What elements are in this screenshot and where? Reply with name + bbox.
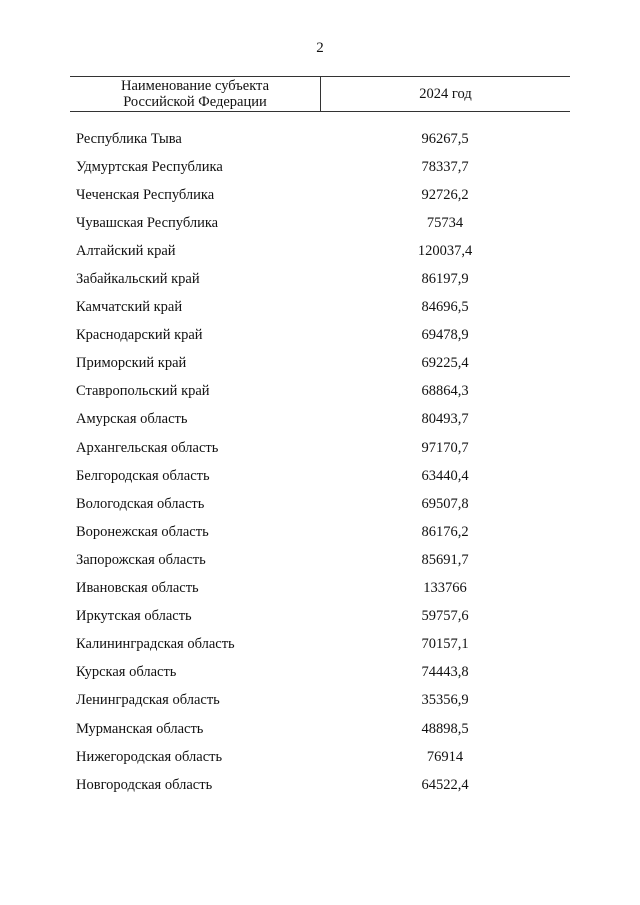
region-name-cell: Краснодарский край: [76, 327, 203, 344]
table-row: [76, 771, 570, 799]
value-2024-cell: 86176,2: [421, 523, 469, 540]
value-2024-cell: 80493,7: [421, 411, 469, 428]
value-2024-cell: 78337,7: [421, 158, 469, 175]
value-2024-cell: 70157,1: [421, 636, 469, 653]
region-name-cell: Архангельская область: [76, 439, 219, 456]
value-2024-cell: 75734: [426, 214, 464, 231]
value-2024-cell: 96267,5: [421, 130, 469, 147]
table-row: [76, 462, 570, 490]
region-name-cell: Удмуртская Республика: [76, 158, 223, 175]
table-row: [76, 322, 570, 350]
table-row: [76, 406, 570, 434]
table-row: [76, 659, 570, 687]
region-name-cell: Воронежская область: [76, 523, 209, 540]
region-name-cell: Ивановская область: [76, 580, 199, 597]
region-name-cell: Новгородская область: [76, 776, 213, 793]
value-2024-cell: 133766: [423, 580, 467, 597]
table-row: [76, 125, 570, 153]
table-row: [76, 265, 570, 293]
region-name-cell: Камчатский край: [76, 299, 183, 316]
table-row: [76, 546, 570, 574]
table-row: [76, 603, 570, 631]
table-row: [76, 181, 570, 209]
region-name-cell: Ставропольский край: [76, 383, 210, 400]
table-row: [76, 490, 570, 518]
region-name-cell: Чеченская Республика: [76, 186, 215, 203]
table-row: [76, 631, 570, 659]
region-name-cell: Мурманская область: [76, 720, 204, 737]
value-2024-cell: 97170,7: [421, 439, 469, 456]
value-2024-cell: 35356,9: [421, 692, 469, 709]
column-header-region-line1: Наименование субъекта: [120, 78, 270, 94]
region-name-cell: Амурская область: [76, 411, 188, 428]
value-2024-cell: 76914: [426, 748, 464, 765]
region-name-cell: Запорожская область: [76, 551, 206, 568]
value-2024-cell: 68864,3: [421, 383, 469, 400]
region-name-cell: Республика Тыва: [76, 130, 182, 147]
table-body: [76, 125, 570, 799]
value-2024-cell: 74443,8: [421, 664, 469, 681]
value-2024-cell: 120037,4: [417, 242, 473, 259]
table-row: [76, 153, 570, 181]
region-name-cell: Нижегородская область: [76, 748, 223, 765]
table-row: [76, 209, 570, 237]
table-row: [76, 687, 570, 715]
region-name-cell: Чувашская Республика: [76, 214, 219, 231]
value-2024-cell: 63440,4: [421, 467, 469, 484]
table-row: [76, 378, 570, 406]
table-row: [76, 434, 570, 462]
column-header-region: [70, 77, 321, 111]
value-2024-cell: 84696,5: [421, 299, 469, 316]
table-row: [76, 350, 570, 378]
value-2024-cell: 59757,6: [421, 608, 469, 625]
value-2024-cell: 92726,2: [421, 186, 469, 203]
page-number: 2: [316, 40, 324, 56]
value-2024-cell: 69478,9: [421, 327, 469, 344]
value-2024-cell: 85691,7: [421, 551, 469, 568]
value-2024-cell: 48898,5: [421, 720, 469, 737]
region-name-cell: Ленинградская область: [76, 692, 220, 709]
value-2024-cell: 86197,9: [421, 271, 469, 288]
region-name-cell: Курская область: [76, 664, 177, 681]
region-name-cell: Алтайский край: [76, 242, 176, 259]
value-2024-cell: 69507,8: [421, 495, 469, 512]
table-header: [70, 76, 570, 112]
region-name-cell: Белгородская область: [76, 467, 210, 484]
table-row: [76, 294, 570, 322]
region-name-cell: Вологодская область: [76, 495, 205, 512]
table-row: [76, 575, 570, 603]
table-row: [76, 743, 570, 771]
table-row: [76, 518, 570, 546]
region-name-cell: Иркутская область: [76, 608, 192, 625]
table-row: [76, 715, 570, 743]
table-row: [76, 237, 570, 265]
value-2024-cell: 64522,4: [421, 776, 469, 793]
region-name-cell: Приморский край: [76, 355, 187, 372]
region-name-cell: Забайкальский край: [76, 271, 200, 288]
value-2024-cell: 69225,4: [421, 355, 469, 372]
region-name-cell: Калининградская область: [76, 636, 235, 653]
column-header-year: 2024 год: [419, 85, 472, 102]
column-header-region-line2: Российской Федерации: [123, 94, 267, 110]
